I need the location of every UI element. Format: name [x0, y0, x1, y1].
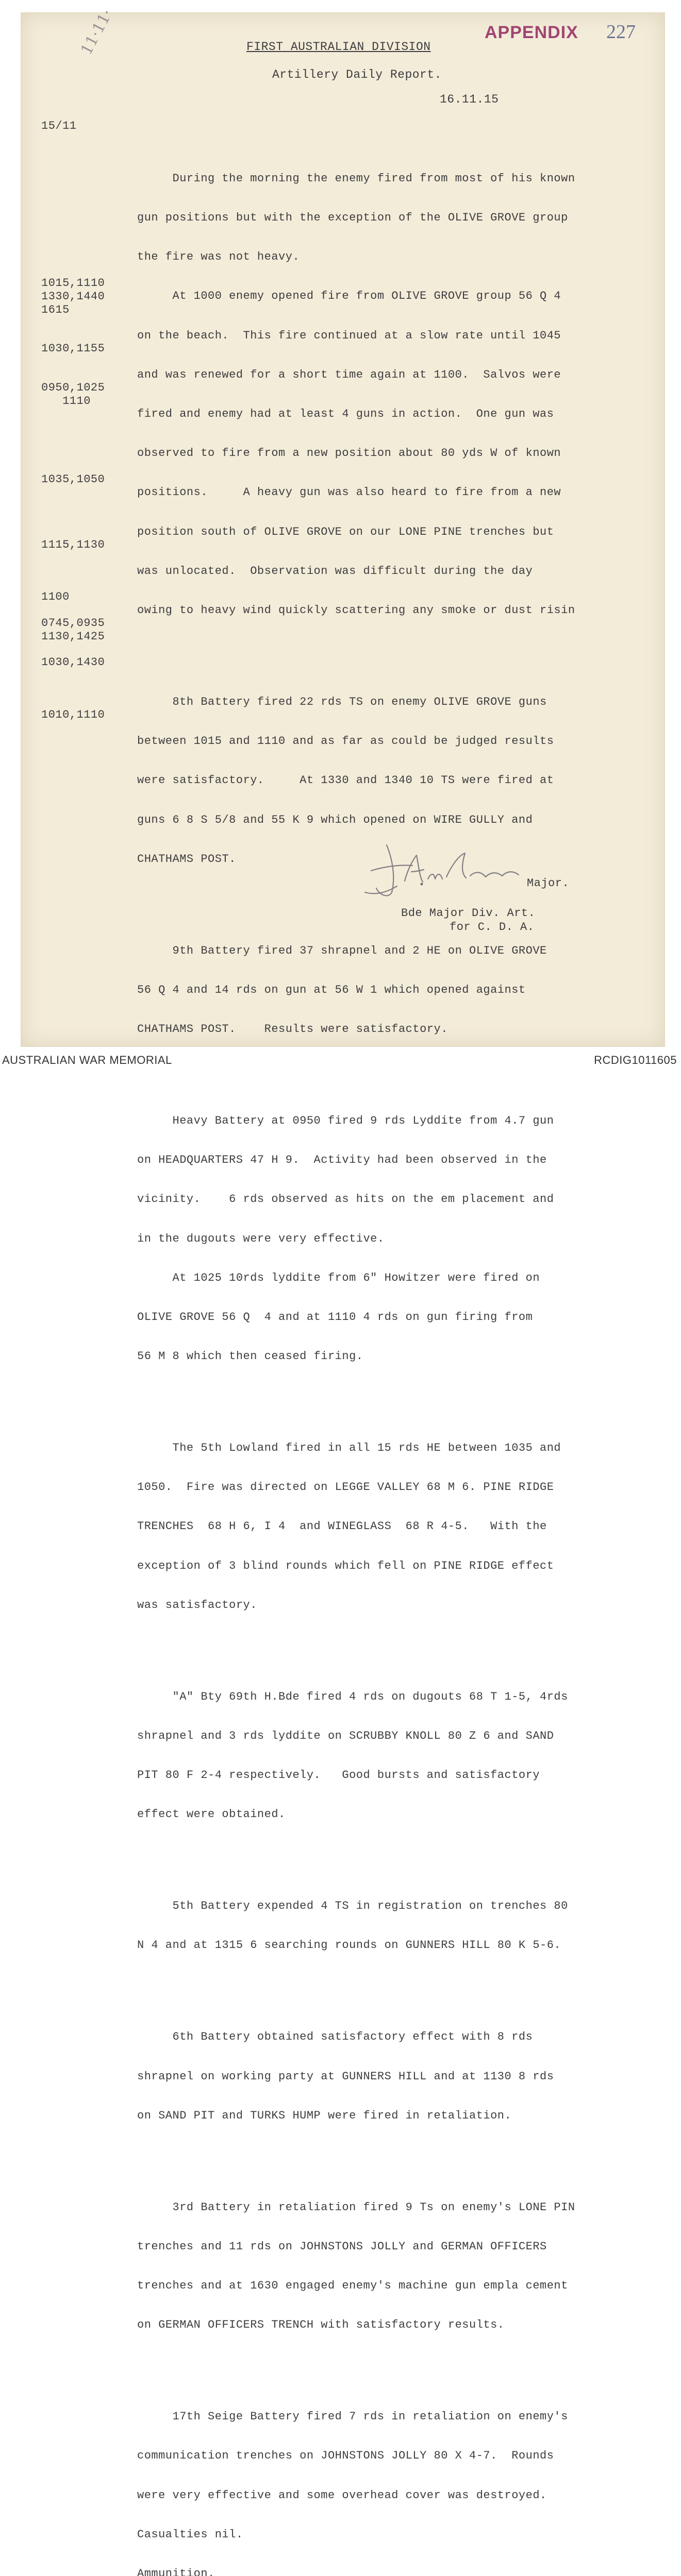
signatory-on-behalf: for C. D. A.: [450, 921, 535, 934]
margin-entry-8: 0745,0935 1130,1425: [41, 617, 105, 643]
document-title: FIRST AUSTRALIAN DIVISION: [246, 40, 431, 54]
report-line: 56 Q 4 and 14 rds on gun at 56 W 1 which opened against: [137, 983, 526, 996]
margin-entry-7: 1100: [41, 590, 70, 603]
margin-entry-9: 1030,1430: [41, 656, 105, 669]
report-line: the fire was not heavy.: [137, 250, 300, 264]
report-line: CHATHAMS POST. Results were satisfactory.: [137, 1023, 448, 1036]
report-line: At 1025 10rds lyddite from 6" Howitzer were fired on: [137, 1271, 540, 1284]
report-paragraph: [137, 2175, 632, 2358]
report-paragraph: [137, 1088, 632, 1389]
report-line: The 5th Lowland fired in all 15 rds HE between 1035 and: [137, 1442, 561, 1455]
report-line: 56 M 8 which then ceased firing.: [137, 1350, 363, 1363]
report-line: exception of 3 blind rounds which fell on PINE RIDGE effect: [137, 1559, 554, 1572]
report-line: 5th Battery expended 4 TS in registration on trenches 80: [137, 1900, 568, 1913]
pencil-annotation: 11·11·: [77, 6, 117, 58]
report-line: Heavy Battery at 0950 fired 9 rds Lyddite from 4.7 gun: [137, 1114, 554, 1127]
report-line: CHATHAMS POST.: [137, 852, 236, 866]
report-line: 6th Battery obtained satisfactory effect with 8 rds: [137, 2030, 533, 2044]
signatory-title: Bde Major Div. Art.: [401, 907, 536, 920]
handwritten-signature: [356, 835, 572, 902]
report-line: shrapnel and 3 rds lyddite on SCRUBBY KNOLL 80 Z 6 and SAND: [137, 1729, 554, 1742]
report-line: During the morning the enemy fired from most of his known: [137, 172, 575, 185]
report-date: 16.11.15: [440, 93, 499, 106]
report-line: Ammunition.: [137, 2567, 215, 2576]
report-line: trenches and 11 rds on JOHNSTONS JOLLY and GERMAN OFFICERS: [137, 2240, 547, 2253]
signatory-rank: Major.: [527, 877, 570, 890]
report-paragraph: [137, 1664, 632, 1848]
report-line: At 1000 enemy opened fire from OLIVE GROVE group 56 Q 4: [137, 290, 561, 303]
report-line: and was renewed for a short time again at 1100. Salvos were: [137, 368, 561, 381]
report-paragraph: [137, 2384, 632, 2576]
report-line: fired and enemy had at least 4 guns in action. One gun was: [137, 407, 554, 420]
report-line: PIT 80 F 2-4 respectively. Good bursts and satisfactory: [137, 1769, 540, 1782]
report-line: 1050. Fire was directed on LEGGE VALLEY 68 M 6. PINE RIDGE: [137, 1481, 554, 1494]
report-line: guns 6 8 S 5/8 and 55 K 9 which opened on WIRE GULLY and: [137, 813, 533, 826]
report-line: trenches and at 1630 engaged enemy's machine gun empla cement: [137, 2279, 568, 2293]
report-paragraph: [137, 918, 632, 1062]
report-line: were very effective and some overhead cover was destroyed.: [137, 2488, 547, 2502]
margin-entry-10: 1010,1110: [41, 708, 105, 721]
report-line: observed to fire from a new position about 80 yds W of known: [137, 447, 561, 460]
report-line: "A" Bty 69th H.Bde fired 4 rds on dugouts 68 T 1-5, 4rds: [137, 1690, 568, 1703]
footer-reference: RCDIG1011605: [594, 1054, 677, 1066]
report-line: effect were obtained.: [137, 1808, 286, 1821]
report-line: on the beach. This fire continued at a slow rate until 1045: [137, 329, 561, 342]
report-line: 3rd Battery in retaliation fired 9 Ts on enemy's LONE PIN: [137, 2200, 575, 2214]
appendix-stamp: APPENDIX: [485, 23, 578, 42]
document-subtitle: Artillery Daily Report.: [272, 68, 442, 81]
margin-entry-6: 1115,1130: [41, 538, 105, 551]
report-line: gun positions but with the exception of the OLIVE GROVE group: [137, 211, 568, 224]
report-paragraph: [137, 2005, 632, 2148]
report-line: 9th Battery fired 37 shrapnel and 2 HE on OLIVE GROVE: [137, 944, 547, 957]
margin-entry-2: 1015,1110 1330,1440 1615: [41, 277, 105, 316]
appendix-number: 227: [606, 21, 636, 43]
margin-entry-5: 1035,1050: [41, 473, 105, 486]
report-line: positions. A heavy gun was also heard to fire from a new: [137, 486, 561, 499]
report-line: owing to heavy wind quickly scattering any smoke or dust risin: [137, 604, 575, 617]
report-line: TRENCHES 68 H 6, I 4 and WINEGLASS 68 R 4-5. With the: [137, 1520, 547, 1533]
margin-entry-4: 0950,1025 1110: [41, 381, 105, 408]
report-paragraph: [137, 146, 632, 643]
report-line: on HEADQUARTERS 47 H 9. Activity had been observed in the: [137, 1154, 547, 1167]
report-line: communication trenches on JOHNSTONS JOLLY 80 X 4-7. Rounds: [137, 2449, 554, 2463]
report-line: vicinity. 6 rds observed as hits on the em placement and: [137, 1193, 554, 1206]
report-line: on SAND PIT and TURKS HUMP were fired in retaliation.: [137, 2109, 512, 2122]
margin-entry-1: 15/11: [41, 120, 77, 132]
report-line: between 1015 and 1110 and as far as could be judged results: [137, 735, 554, 748]
report-line: in the dugouts were very effective.: [137, 1232, 385, 1245]
report-line: were satisfactory. At 1330 and 1340 10 TS were fired at: [137, 774, 554, 787]
report-line: position south of OLIVE GROVE on our LONE PINE trenches but: [137, 525, 554, 538]
report-line: 8th Battery fired 22 rds TS on enemy OLIVE GROVE guns: [137, 695, 547, 708]
report-line: was satisfactory.: [137, 1598, 257, 1612]
report-line: 17th Seige Battery fired 7 rds in retaliation on enemy's: [137, 2410, 568, 2424]
report-line: Casualties nil.: [137, 2528, 243, 2541]
footer-institution: AUSTRALIAN WAR MEMORIAL: [2, 1054, 172, 1066]
report-paragraph: [137, 1415, 632, 1638]
margin-entry-3: 1030,1155: [41, 342, 105, 355]
report-paragraph: [137, 1873, 632, 1978]
report-line: on GERMAN OFFICERS TRENCH with satisfactory results.: [137, 2318, 505, 2332]
report-line: shrapnel on working party at GUNNERS HILL and at 1130 8 rds: [137, 2070, 554, 2083]
report-line: was unlocated. Observation was difficult during the day: [137, 564, 533, 578]
report-body: [137, 120, 632, 2576]
report-line: N 4 and at 1315 6 searching rounds on GUNNERS HILL 80 K 5-6.: [137, 1939, 561, 1952]
report-line: OLIVE GROVE 56 Q 4 and at 1110 4 rds on gun firing from: [137, 1310, 533, 1324]
